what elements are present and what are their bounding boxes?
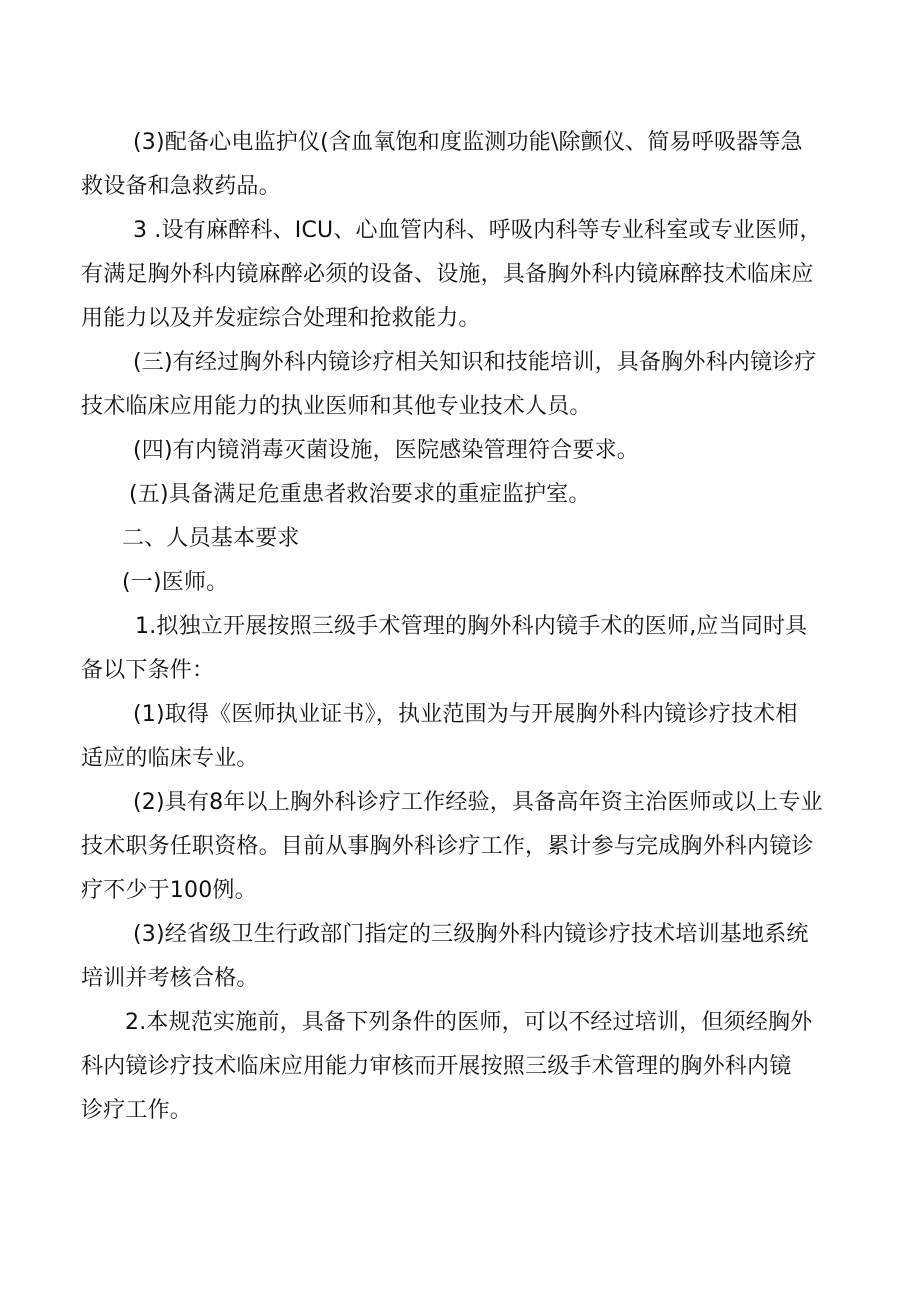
text-line: 救设备和急救药品。: [81, 174, 281, 199]
text-line: 科内镜诊疗技术临床应用能力审核而开展按照三级手术管理的胸外科内镜: [81, 1054, 792, 1079]
text-line: (四)有内镜消毒灭菌设施，医院感染管理符合要求。: [133, 438, 639, 463]
text-line: 培训并考核合格。: [81, 966, 259, 991]
text-line: 备以下条件：: [81, 658, 215, 683]
text-line: 3 .设有麻醉科、ICU、心血管内科、呼吸内科等专业科室或专业医师，: [133, 218, 822, 243]
text-line: (3)经省级卫生行政部门指定的三级胸外科内镜诊疗技术培训基地系统: [133, 922, 809, 947]
text-line: (1)取得《医师执业证书》，执业范围为与开展胸外科内镜诊疗技术相: [133, 702, 798, 727]
text-line: 用能力以及并发症综合处理和抢救能力。: [81, 306, 481, 331]
text-line: 2.本规范实施前，具备下列条件的医师，可以不经过培训，但须经胸外: [125, 1010, 813, 1035]
text-line: (五)具备满足危重患者救治要求的重症监护室。: [129, 482, 591, 507]
text-line: 技术职务任职资格。目前从事胸外科诊疗工作，累计参与完成胸外科内镜诊: [81, 834, 814, 859]
section-heading: 二、人员基本要求: [122, 526, 300, 551]
text-line: (2)具有8年以上胸外科诊疗工作经验，具备高年资主治医师或以上专业: [133, 790, 823, 815]
text-line: 有满足胸外科内镜麻醉必须的设备、设施，具备胸外科内镜麻醉技术临床应: [81, 262, 814, 287]
text-line: 诊疗工作。: [81, 1098, 193, 1123]
text-line: 1.拟独立开展按照三级手术管理的胸外科内镜手术的医师,应当同时具: [135, 614, 808, 639]
text-line: (3)配备心电监护仪(含血氧饱和度监测功能\除颤仪、简易呼吸器等急: [133, 130, 803, 155]
text-line: 适应的临床专业。: [81, 746, 259, 771]
text-line: 疗不少于100例。: [81, 878, 257, 903]
subsection-heading: (一)医师。: [122, 570, 229, 595]
text-line: 技术临床应用能力的执业医师和其他专业技术人员。: [81, 394, 592, 419]
text-line: (三)有经过胸外科内镜诊疗相关知识和技能培训，具备胸外科内镜诊疗: [133, 350, 817, 375]
